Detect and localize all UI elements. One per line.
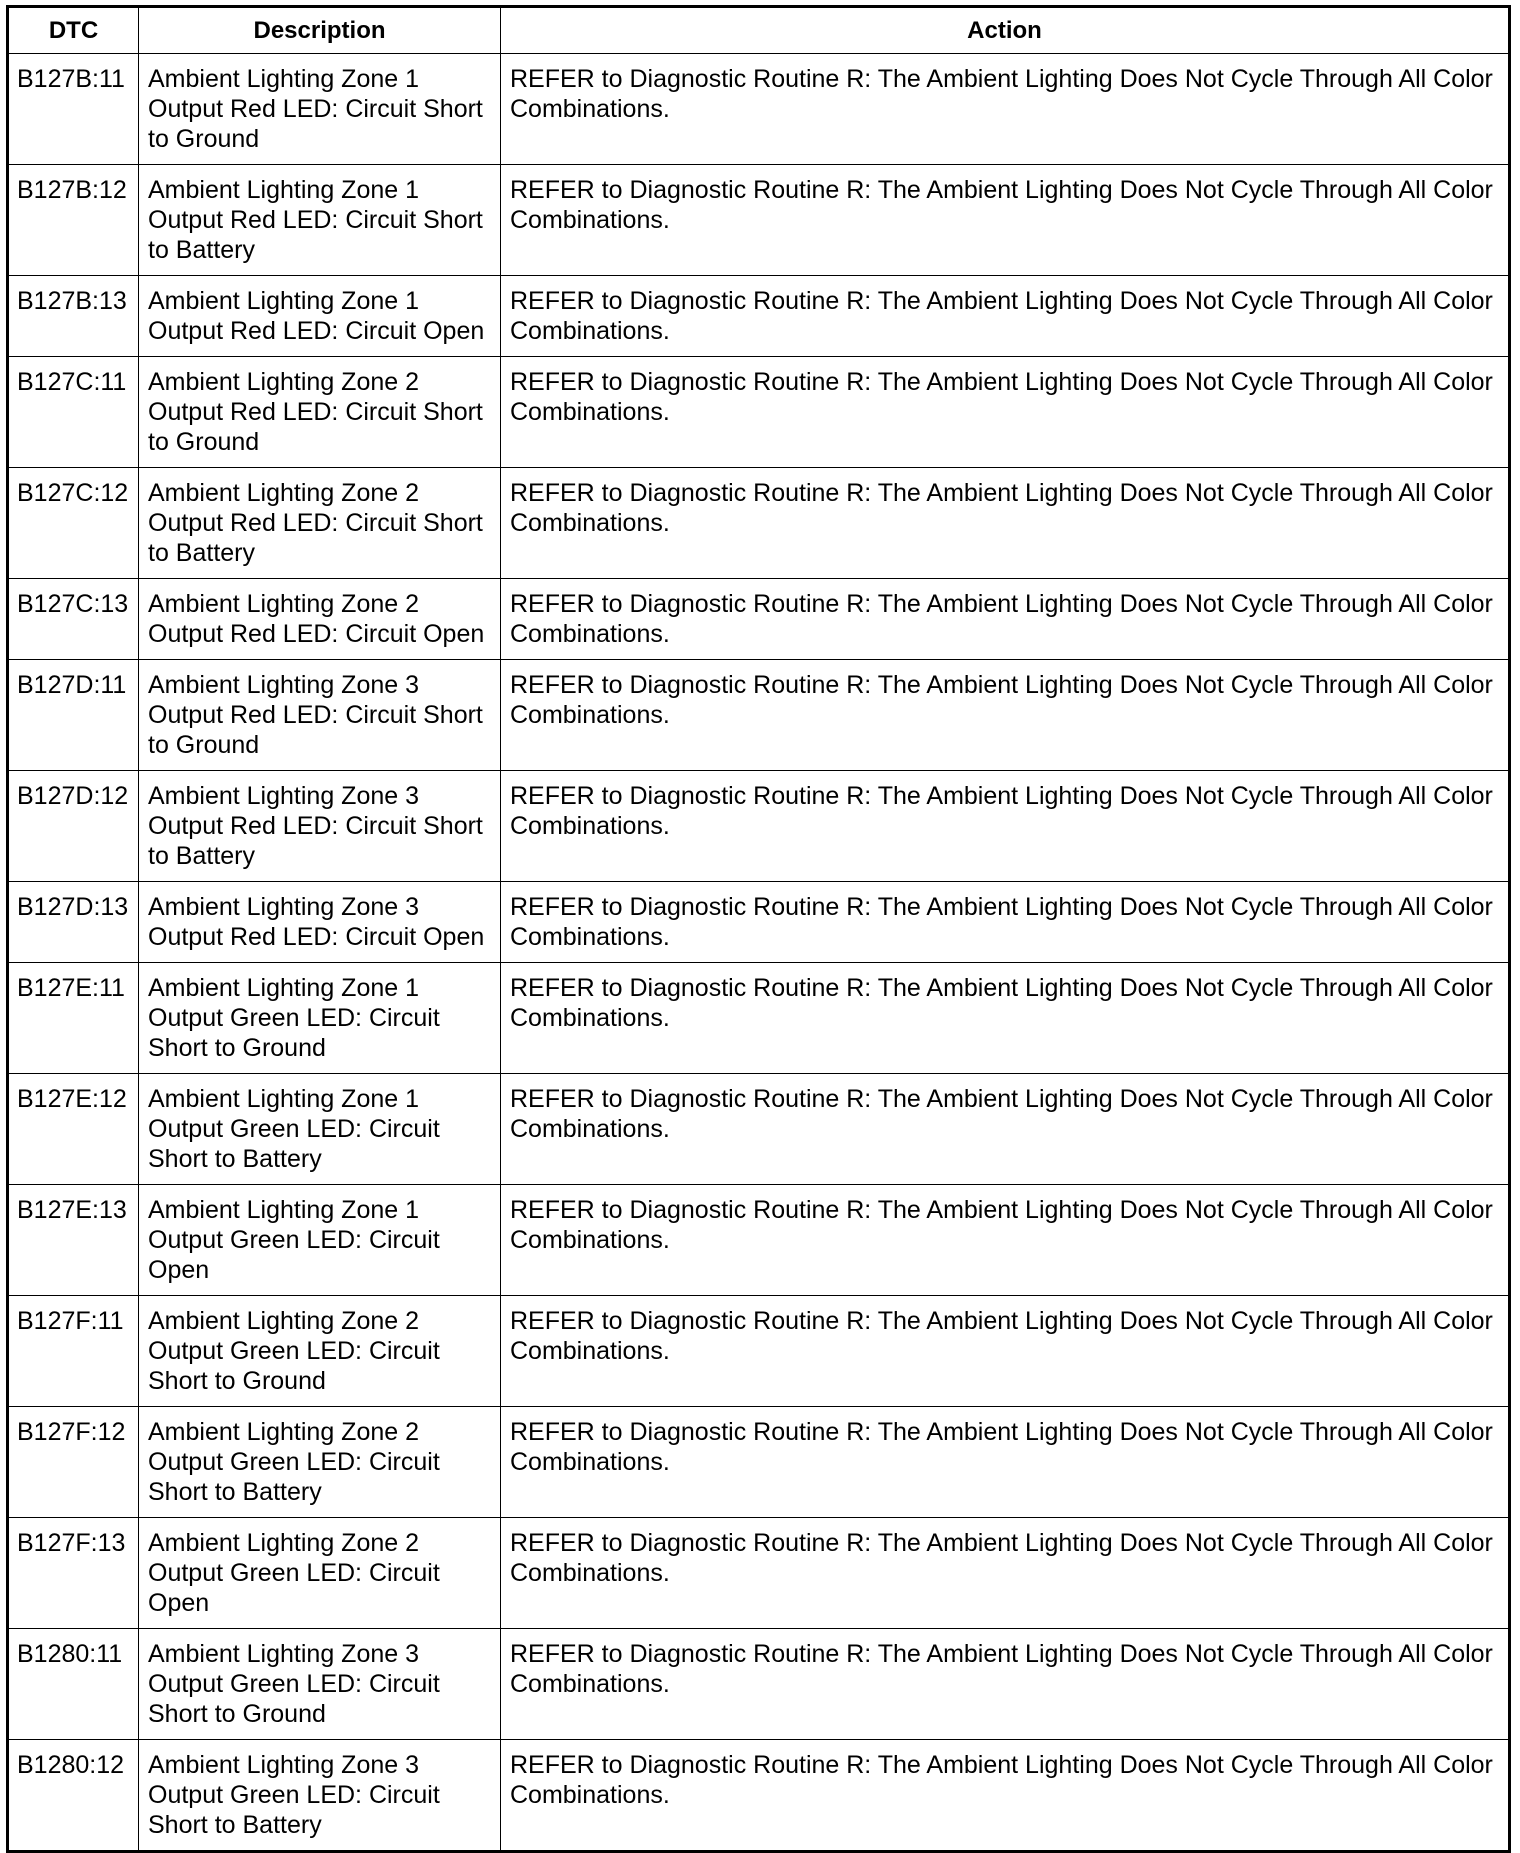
table-row bbox=[8, 357, 1510, 468]
dtc-action: REFER to Diagnostic Routine R: The Ambient Lighting Does Not Cycle Through All Color Combinations. bbox=[501, 771, 1510, 882]
dtc-description: Ambient Lighting Zone 2 Output Red LED: Circuit Short to Ground bbox=[139, 357, 501, 468]
dtc-action: REFER to Diagnostic Routine R: The Ambient Lighting Does Not Cycle Through All Color Combinations. bbox=[501, 1740, 1510, 1852]
dtc-action: REFER to Diagnostic Routine R: The Ambient Lighting Does Not Cycle Through All Color Combinations. bbox=[501, 1629, 1510, 1740]
dtc-description: Ambient Lighting Zone 1 Output Red LED: Circuit Short to Battery bbox=[139, 165, 501, 276]
dtc-action: REFER to Diagnostic Routine R: The Ambient Lighting Does Not Cycle Through All Color Combinations. bbox=[501, 660, 1510, 771]
dtc-code: B127C:12 bbox=[8, 468, 139, 579]
dtc-code: B127E:13 bbox=[8, 1185, 139, 1296]
dtc-code: B127B:11 bbox=[8, 54, 139, 165]
dtc-code: B127B:13 bbox=[8, 276, 139, 357]
dtc-description: Ambient Lighting Zone 2 Output Green LED: Circuit Short to Ground bbox=[139, 1296, 501, 1407]
dtc-code: B127F:12 bbox=[8, 1407, 139, 1518]
table-row bbox=[8, 54, 1510, 165]
dtc-action: REFER to Diagnostic Routine R: The Ambient Lighting Does Not Cycle Through All Color Combinations. bbox=[501, 1074, 1510, 1185]
dtc-code: B1280:11 bbox=[8, 1629, 139, 1740]
dtc-description: Ambient Lighting Zone 1 Output Green LED: Circuit Short to Ground bbox=[139, 963, 501, 1074]
dtc-description: Ambient Lighting Zone 2 Output Green LED: Circuit Short to Battery bbox=[139, 1407, 501, 1518]
header-description: Description bbox=[139, 7, 501, 54]
dtc-action: REFER to Diagnostic Routine R: The Ambient Lighting Does Not Cycle Through All Color Combinations. bbox=[501, 1407, 1510, 1518]
dtc-action: REFER to Diagnostic Routine R: The Ambient Lighting Does Not Cycle Through All Color Combinations. bbox=[501, 165, 1510, 276]
dtc-code: B127F:13 bbox=[8, 1518, 139, 1629]
dtc-description: Ambient Lighting Zone 1 Output Red LED: Circuit Short to Ground bbox=[139, 54, 501, 165]
dtc-description: Ambient Lighting Zone 3 Output Red LED: Circuit Short to Battery bbox=[139, 771, 501, 882]
dtc-action: REFER to Diagnostic Routine R: The Ambient Lighting Does Not Cycle Through All Color Combinations. bbox=[501, 882, 1510, 963]
dtc-action: REFER to Diagnostic Routine R: The Ambient Lighting Does Not Cycle Through All Color Combinations. bbox=[501, 963, 1510, 1074]
table-header-row bbox=[8, 7, 1510, 54]
dtc-description: Ambient Lighting Zone 1 Output Red LED: Circuit Open bbox=[139, 276, 501, 357]
dtc-description: Ambient Lighting Zone 3 Output Red LED: Circuit Short to Ground bbox=[139, 660, 501, 771]
dtc-code: B127D:11 bbox=[8, 660, 139, 771]
dtc-action: REFER to Diagnostic Routine R: The Ambient Lighting Does Not Cycle Through All Color Combinations. bbox=[501, 468, 1510, 579]
dtc-action: REFER to Diagnostic Routine R: The Ambient Lighting Does Not Cycle Through All Color Combinations. bbox=[501, 1518, 1510, 1629]
dtc-description: Ambient Lighting Zone 3 Output Red LED: Circuit Open bbox=[139, 882, 501, 963]
dtc-description: Ambient Lighting Zone 1 Output Green LED: Circuit Open bbox=[139, 1185, 501, 1296]
dtc-description: Ambient Lighting Zone 3 Output Green LED: Circuit Short to Ground bbox=[139, 1629, 501, 1740]
dtc-code: B1280:12 bbox=[8, 1740, 139, 1852]
dtc-description: Ambient Lighting Zone 2 Output Red LED: Circuit Short to Battery bbox=[139, 468, 501, 579]
dtc-description: Ambient Lighting Zone 3 Output Green LED: Circuit Short to Battery bbox=[139, 1740, 501, 1852]
dtc-description: Ambient Lighting Zone 2 Output Green LED: Circuit Open bbox=[139, 1518, 501, 1629]
table-row bbox=[8, 1629, 1510, 1740]
dtc-code: B127C:11 bbox=[8, 357, 139, 468]
table-row bbox=[8, 1740, 1510, 1852]
table-row bbox=[8, 1296, 1510, 1407]
table-row bbox=[8, 963, 1510, 1074]
table-row bbox=[8, 579, 1510, 660]
dtc-code: B127D:12 bbox=[8, 771, 139, 882]
table-row bbox=[8, 771, 1510, 882]
header-dtc: DTC bbox=[8, 7, 139, 54]
table-row bbox=[8, 1185, 1510, 1296]
dtc-description: Ambient Lighting Zone 2 Output Red LED: Circuit Open bbox=[139, 579, 501, 660]
dtc-code: B127C:13 bbox=[8, 579, 139, 660]
table-row bbox=[8, 1074, 1510, 1185]
dtc-description: Ambient Lighting Zone 1 Output Green LED: Circuit Short to Battery bbox=[139, 1074, 501, 1185]
dtc-table bbox=[6, 5, 1511, 1853]
table-row bbox=[8, 1518, 1510, 1629]
dtc-code: B127E:12 bbox=[8, 1074, 139, 1185]
table-row bbox=[8, 468, 1510, 579]
dtc-action: REFER to Diagnostic Routine R: The Ambient Lighting Does Not Cycle Through All Color Combinations. bbox=[501, 54, 1510, 165]
table-row bbox=[8, 660, 1510, 771]
table-row bbox=[8, 1407, 1510, 1518]
dtc-code: B127D:13 bbox=[8, 882, 139, 963]
table-row bbox=[8, 165, 1510, 276]
dtc-code: B127B:12 bbox=[8, 165, 139, 276]
dtc-action: REFER to Diagnostic Routine R: The Ambient Lighting Does Not Cycle Through All Color Combinations. bbox=[501, 357, 1510, 468]
header-action: Action bbox=[501, 7, 1510, 54]
dtc-code: B127E:11 bbox=[8, 963, 139, 1074]
dtc-action: REFER to Diagnostic Routine R: The Ambient Lighting Does Not Cycle Through All Color Combinations. bbox=[501, 1185, 1510, 1296]
dtc-action: REFER to Diagnostic Routine R: The Ambient Lighting Does Not Cycle Through All Color Combinations. bbox=[501, 579, 1510, 660]
dtc-action: REFER to Diagnostic Routine R: The Ambient Lighting Does Not Cycle Through All Color Combinations. bbox=[501, 276, 1510, 357]
table-row bbox=[8, 276, 1510, 357]
table-row bbox=[8, 882, 1510, 963]
dtc-action: REFER to Diagnostic Routine R: The Ambient Lighting Does Not Cycle Through All Color Combinations. bbox=[501, 1296, 1510, 1407]
dtc-code: B127F:11 bbox=[8, 1296, 139, 1407]
